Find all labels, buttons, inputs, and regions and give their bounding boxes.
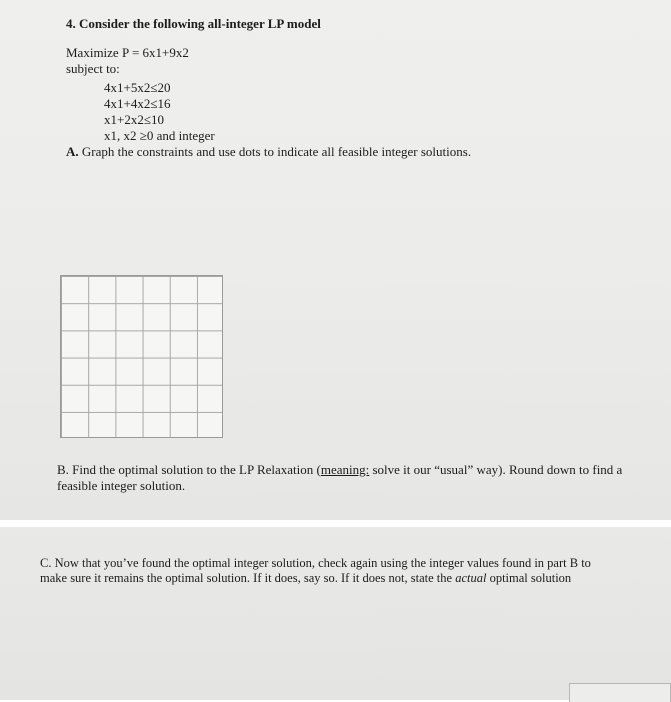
part-b-question <box>57 462 622 477</box>
worksheet-photo-bottom <box>0 527 671 700</box>
answer-graph-grid[interactable] <box>60 275 223 438</box>
part-c-actual: actual <box>455 571 487 585</box>
objective-function: Maximize P = 6x1+9x2 <box>66 45 189 60</box>
part-c-line-1: C. Now that you’ve found the optimal integer solution, check again using the integer values found in part B to <box>40 556 591 570</box>
problem-heading: 4. Consider the following all-integer LP model <box>66 16 321 31</box>
part-c-text-start: make sure it remains the optimal solution. If it does, say so. If it does not, state the <box>40 571 456 585</box>
image-divider <box>0 520 671 527</box>
part-b-text-end: solve it our “usual” way). Round down to find a <box>369 462 623 477</box>
constraint-2: 4x1+4x2≤16 <box>104 96 171 111</box>
constraint-4: x1, x2 ≥0 and integer <box>104 128 215 143</box>
part-b-line-2: feasible integer solution. <box>57 478 186 493</box>
part-c-text-end: optimal solution <box>486 571 572 585</box>
constraint-1: 4x1+5x2≤20 <box>104 80 171 95</box>
part-a-question <box>66 144 471 159</box>
constraint-3: x1+2x2≤10 <box>104 112 164 127</box>
part-c-line-2 <box>40 571 571 586</box>
subject-to-label: subject to: <box>66 61 120 76</box>
answer-box[interactable] <box>569 683 671 702</box>
part-b-text-start: B. Find the optimal solution to the LP Relaxation ( <box>57 462 321 477</box>
part-b-meaning: meaning: <box>320 462 370 477</box>
part-a-text: Graph the constraints and use dots to indicate all feasible integer solutions. <box>81 144 472 159</box>
part-a-label: A. <box>66 144 79 159</box>
